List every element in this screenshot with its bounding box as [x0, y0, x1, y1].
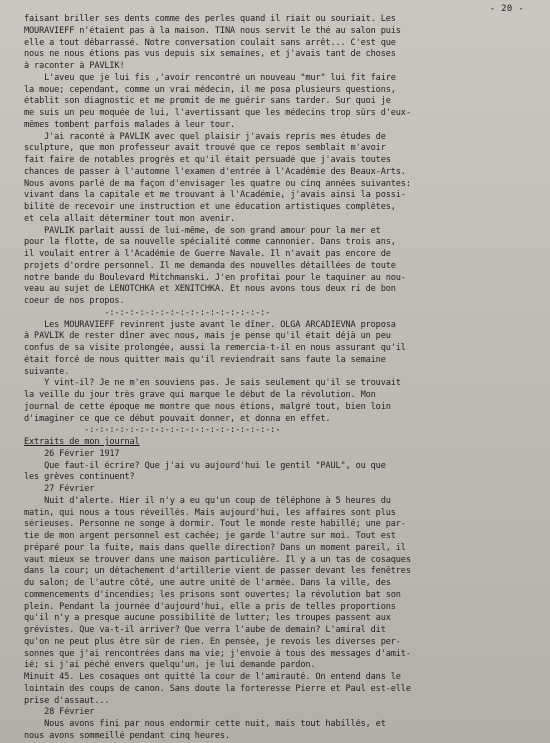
text-line: tie de mon argent personnel est cachée; je garde l'autre sur moi. Tout est [24, 531, 396, 541]
text-line: du salon; de l'autre côté, une autre unité de l'armée. Dans la ville, des [24, 578, 391, 588]
text-line: veau au sujet de LENOTCHKA et XENITCHKA. Et nous avons tous deux ri de bon [24, 284, 396, 295]
text-line: J'ai raconté à PAVLIK avec quel plaisir j'avais repris mes études de [24, 131, 386, 142]
text-line: à PAVLIK de rester dîner avec nous, mais je pense qu'il était déjà un peu [24, 331, 391, 342]
text-line: chances de passer à l'automne l'examen d'entrée à l'Académie des Beaux-Arts. [24, 166, 406, 177]
text-line: me suis un peu moquée de lui, l'avertissant que les médecins trop sûrs d'eux- [24, 108, 411, 118]
text-line: MOURAVIEFF n'étaient pas à la maison. TINA nous servit le thé au salon puis [24, 25, 401, 36]
text-line: projets d'ordre personnel. Il me demanda des nouvelles détaillées de toute [24, 260, 396, 271]
text-line: prise d'assaut... [24, 695, 110, 706]
text-line: elle a tout débarrassé. Notre conversation coulait sans arrêt... C'est que [24, 37, 396, 48]
text-line: nous avons sommeillé pendant cinq heures. [24, 730, 230, 741]
page-number: - 20 - [489, 4, 524, 14]
text-line: Minuit 45. Les cosaques ont quitté la cour de l'amirauté. On entend dans le [24, 672, 401, 682]
text-line: la moue; cependant, comme un vrai médecin, il me posa plusieurs questions, [24, 84, 396, 95]
text-line: sculpture, que mon professeur avait trouvé que ce repos semblait m'avoir [24, 143, 386, 154]
text-line: établit son diagnostic et me promit de me guérir sans tarder. Sur quoi je [24, 96, 391, 107]
text-line: L'aveu que je lui fis ,'avoir rencontré un nouveau "mur" lui fit faire [24, 72, 396, 83]
text-line: Nous avons fini par nous endormir cette nuit, mais tout habillés, et [24, 719, 386, 729]
text-line: vaut mieux se trouver dans une maison particulière. Il y a un tas de cosaques [24, 554, 411, 565]
text-line: fait faire de notables progrès et qu'il était persuadé que j'avais toutes [24, 155, 391, 165]
section-separator: -:-:-:-:-:-:-:-:-:-:-:-:-:-:-:-:-:-:-:- [24, 425, 281, 436]
text-line: confus de sa visite prolongée, aussi la remercia-t-il en nous assurant qu'il [24, 343, 406, 353]
text-line: coeur de nos propos. [24, 296, 125, 306]
text-line: à raconter à PAVLIK! [24, 61, 125, 71]
section-separator: -:-:-:-:-:-:-:-:-:-:-:-:-:-:-:-:- [24, 307, 271, 318]
text-line: PAVLIK parlait aussi de lui-même, de son grand amour pour la mer et [24, 225, 381, 236]
text-line: pour la flotte, de sa nouvelle spécialité comme cannonier. Dans trois ans, [24, 237, 396, 248]
text-line: la veille du jour très grave qui marque le début de la révolution. Mon [24, 390, 376, 400]
text-line: faisant briller ses dents comme des perles quand il riait ou souriait. Les [24, 14, 396, 24]
text-line: qu'on ne peut plus être sûr de rien. En pensée, je revois les diverses per- [24, 636, 401, 647]
page-body [24, 14, 529, 743]
text-line: plein. Pendant la journée d'aujourd'hui, elle a pris de telles proportions [24, 601, 396, 612]
journal-date: 26 Février 1917 [24, 448, 120, 459]
text-line: Que faut-il écrire? Que j'ai vu aujourd'hui le gentil "PAUL", ou que [24, 460, 386, 471]
text-line: ié; si j'ai péché envers quelqu'un, je lui demande pardon. [24, 660, 316, 671]
journal-heading: Extraits de mon journal [24, 437, 140, 447]
text-line: qu'il n'y a presque aucune possibilité de lutter; les troupes passent aux [24, 613, 391, 624]
journal-date: 27 Février [24, 484, 95, 494]
text-line: journal de cette époque me montre que nous étions, malgré tout, bien loin [24, 401, 391, 412]
text-line: commencements d'incendies; les prisons sont ouvertes; la révolution bat son [24, 589, 401, 600]
text-line: il voulait entrer à l'Académie de Guerre Navale. Il n'avait pas encore de [24, 249, 391, 259]
text-line: lointain des coups de canon. Sans doute la forteresse Pierre et Paul est-elle [24, 683, 411, 694]
text-line: sérieuses. Personne ne songe à dormir. Tout le monde reste habillé; une par- [24, 519, 406, 530]
text-line: Les MOURAVIEFF revinrent juste avant le dîner. OLGA ARCADIEVNA proposa [24, 319, 396, 330]
text-line: dans la cour; un détachement d'artillerie vient de passer devant les fenêtres [24, 566, 411, 577]
text-line: Y vint-il? Je ne m'en souviens pas. Je sais seulement qu'il se trouvait [24, 378, 401, 389]
text-line: bilité de recevoir une instruction et une éducation artistiques complètes, [24, 202, 396, 212]
text-line: vivant dans la capitale et me trouvant à l'Académie, j'avais ainsi la possi- [24, 190, 406, 201]
text-line: grévistes. Que va-t-il arriver? Que verra l'aube de demain? L'amiral dit [24, 625, 386, 635]
text-line: matin, qui nous a tous réveillés. Mais aujourd'hui, les affaires sont plus [24, 507, 396, 518]
text-line: mêmes tombent parfois malades à leur tour. [24, 119, 236, 130]
text-line: préparé pour la fuite, mais dans quelle direction? Dans un moment pareil, il [24, 542, 406, 553]
text-line: nous ne nous étions pas vus depuis six semaines, et j'avais tant de choses [24, 49, 396, 60]
text-line: et cela allait déterminer tout mon avenir. [24, 213, 236, 224]
text-line: notre bande du Boulevard Mitchmanski. J'en profitai pour le taquiner au nou- [24, 272, 406, 283]
text-line: les grèves continuent? [24, 472, 135, 483]
text-line: Nuit d'alerte. Hier il n'y a eu qu'un coup de téléphone à 5 heures du [24, 495, 391, 506]
text-line: d'imaginer ce que ce début pouvait donner, et donna en effet. [24, 413, 331, 424]
text-line: était forcé de nous quitter mais qu'il reviendrait sans faute la semaine [24, 354, 386, 365]
text-line: suivante. [24, 366, 70, 377]
journal-date: 28 Février [24, 707, 95, 718]
text-line: Nous avons parlé de ma façon d'envisager les quatre ou cinq années suivantes: [24, 178, 411, 189]
text-line: sonnes que j'ai rencontrées dans ma vie; j'envoie à tous des messages d'amit- [24, 648, 411, 659]
